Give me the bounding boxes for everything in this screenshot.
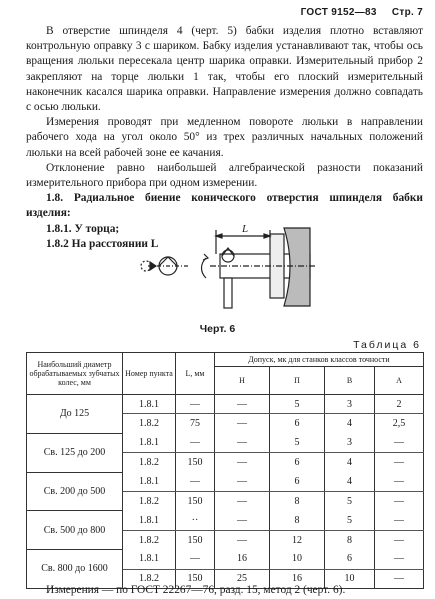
sub-item-1: 1.8.1. У торца; — [46, 222, 120, 235]
cell-p: 12 — [270, 530, 325, 549]
cell-length: 150 — [176, 530, 215, 549]
header-class-a: А — [375, 367, 424, 395]
cell-n: — — [215, 530, 270, 549]
cell-p: 16 — [270, 569, 325, 588]
cell-v: 4 — [325, 472, 375, 491]
cell-a: — — [375, 550, 424, 569]
cell-length: 150 — [176, 491, 215, 510]
cell-diameter: Св. 500 до 800 — [27, 511, 123, 550]
header-item: Номер пункта — [123, 353, 176, 395]
cell-a: 2,5 — [375, 414, 424, 433]
cell-v: 3 — [325, 395, 375, 414]
paragraph: Измерения проводят при медленном повороте люльки в направлении рабочего хода на угол около 50° из трех различных начальных положений люльки на всей рабочей зоне ее качания. — [26, 116, 423, 159]
cell-length: — — [176, 550, 215, 569]
table-row — [27, 472, 424, 491]
cell-item: 1.8.2 — [123, 569, 176, 588]
header-class-p: П — [270, 367, 325, 395]
header-length: L, мм — [176, 353, 215, 395]
header-tolerance: Допуск, мк для станков классов точности — [215, 353, 424, 367]
cell-n: — — [215, 491, 270, 510]
footer-note: Измерения — по ГОСТ 22267—76, разд. 15, метод 2 (черт. 6). — [46, 584, 346, 597]
cell-p: 5 — [270, 395, 325, 414]
cell-a: — — [375, 453, 424, 472]
cell-length: 150 — [176, 453, 215, 472]
cell-item: 1.8.2 — [123, 414, 176, 433]
cell-v: 5 — [325, 511, 375, 530]
cell-item: 1.8.1 — [123, 395, 176, 414]
table-body — [27, 395, 424, 589]
standard-number: ГОСТ 9152—83 — [300, 7, 377, 18]
cell-p: 6 — [270, 414, 325, 433]
header-class-v: В — [325, 367, 375, 395]
cell-diameter: Св. 125 до 200 — [27, 433, 123, 472]
cell-v: 4 — [325, 453, 375, 472]
table-row — [27, 511, 424, 530]
table-row — [27, 395, 424, 414]
cell-item: 1.8.1 — [123, 511, 176, 530]
header-diameter: Наибольший диаметр обрабатываемых зубчатых колес, мм — [27, 353, 123, 395]
cell-n: 25 — [215, 569, 270, 588]
cell-n: 16 — [215, 550, 270, 569]
cell-diameter: До 125 — [27, 395, 123, 434]
cell-v: 4 — [325, 414, 375, 433]
paragraph: В отверстие шпинделя 4 (черт. 5) бабки изделия плотно вставляют контрольную оправку 3 с шариком. Бабку изделия устанавливают так, чтобы ось вращения люльки пересекала центр шарика оправки. Измерительный прибор 2 закрепляют на торце люльки 1 так, чтобы его плоский измерительный наконечник касался шарика оправки. Направление измерения должно совпадать с осью люльки. — [26, 25, 423, 114]
cell-v: 3 — [325, 433, 375, 452]
cell-length: 150 — [176, 569, 215, 588]
cell-n: — — [215, 472, 270, 491]
page-number: Стр. 7 — [391, 7, 423, 18]
cell-item: 1.8.2 — [123, 491, 176, 510]
cell-n: — — [215, 511, 270, 530]
page-header — [301, 5, 423, 20]
cell-p: 5 — [270, 433, 325, 452]
header-class-n: Н — [215, 367, 270, 395]
cell-diameter: Св. 200 до 500 — [27, 472, 123, 511]
cell-length: — — [176, 433, 215, 452]
cell-item: 1.8.1 — [123, 433, 176, 452]
cell-n: — — [215, 453, 270, 472]
cell-v: 10 — [325, 569, 375, 588]
cell-a: — — [375, 472, 424, 491]
cell-p: 6 — [270, 453, 325, 472]
cell-p: 8 — [270, 511, 325, 530]
cell-n: — — [215, 433, 270, 452]
table-row — [27, 433, 424, 452]
cell-p: 10 — [270, 550, 325, 569]
cell-length: ·· — [176, 511, 215, 530]
cell-n: — — [215, 395, 270, 414]
cell-length: — — [176, 395, 215, 414]
cell-a: — — [375, 511, 424, 530]
cell-a: — — [375, 569, 424, 588]
cell-a: — — [375, 433, 424, 452]
table-label: Таблица 6 — [353, 339, 421, 351]
cell-item: 1.8.1 — [123, 550, 176, 569]
cell-v: 6 — [325, 550, 375, 569]
ball-cone — [159, 257, 177, 266]
cell-p: 8 — [270, 491, 325, 510]
sub-item-2: 1.8.2 На расстоянии L — [46, 237, 159, 250]
cell-a: 2 — [375, 395, 424, 414]
cell-length: 75 — [176, 414, 215, 433]
cell-v: 5 — [325, 491, 375, 510]
figure-caption: Черт. 6 — [199, 323, 236, 335]
cell-item: 1.8.1 — [123, 472, 176, 491]
cell-length: — — [176, 472, 215, 491]
cell-a: — — [375, 530, 424, 549]
table-row — [27, 550, 424, 569]
tolerance-table — [26, 352, 424, 589]
paragraph: Отклонение равно наибольшей алгебраической разности показаний измерительного прибора при одном измерении. — [26, 161, 423, 190]
cell-item: 1.8.2 — [123, 530, 176, 549]
measurement-drawing — [120, 214, 320, 326]
cell-item: 1.8.2 — [123, 453, 176, 472]
dimension-label: L — [242, 223, 249, 235]
cell-p: 6 — [270, 472, 325, 491]
cell-a: — — [375, 491, 424, 510]
section-title: 1.8. Радиальное биение конического отверстия шпинделя бабки изделия: — [26, 192, 423, 220]
cell-diameter: Св. 800 до 1600 — [27, 550, 123, 589]
cell-n: — — [215, 414, 270, 433]
cell-v: 8 — [325, 530, 375, 549]
